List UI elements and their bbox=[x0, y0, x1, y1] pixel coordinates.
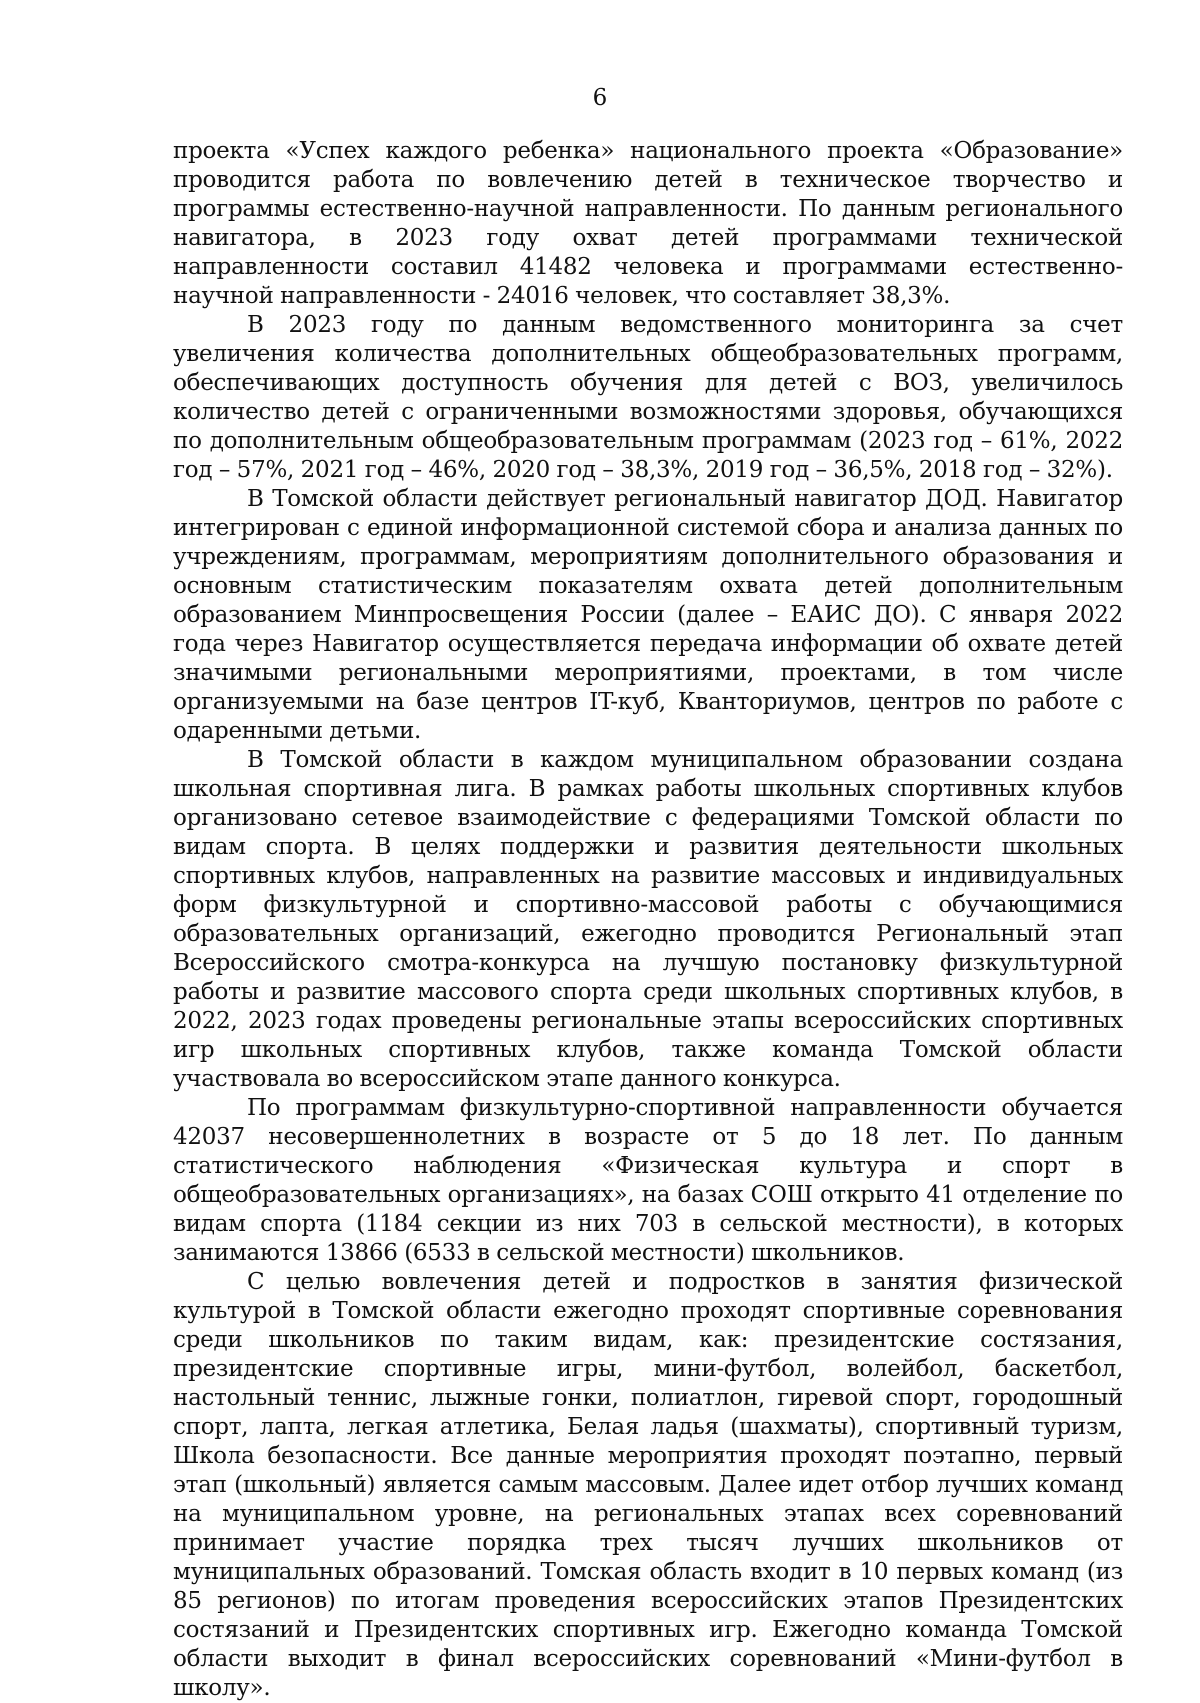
paragraph-5: По программам физкультурно-спортивной направленности обучается 42037 несовершеннолетних в возрасте от 5 до 18 лет. По данным статистического наблюдения «Физическая культура и спорт в общеобразовательных организациях», на базах СОШ открыто 41 отделение по видам спорта (1184 секции из них 703 в сельской местности), в которых занимаются 13866 (6533 в сельской местности) школьников. bbox=[173, 1095, 1123, 1266]
paragraph-1: проекта «Успех каждого ребенка» национального проекта «Образование» проводится работа по вовлечению детей в техническое творчество и программы естественно-научной направленности. По данным регионального навигатора, в 2023 году охват детей программами технической направленности составил 41482 человека и программами естественно-научной направленности - 24016 человек, что составляет 38,3%. bbox=[173, 138, 1123, 309]
paragraph-3: В Томской области действует региональный навигатор ДОД. Навигатор интегрирован с единой информационной системой сбора и анализа данных по учреждениям, программам, мероприятиям дополнительного образования и основным статистическим показателям охвата детей дополнительным образованием Минпросвещения России (далее – ЕАИС ДО). С января 2022 года через Навигатор осуществляется передача информации об охвате детей значимыми региональными мероприятиями, проектами, в том числе организуемыми на базе центров IT-куб, Кванториумов, центров по работе с одаренными детьми. bbox=[173, 486, 1123, 744]
paragraph-4: В Томской области в каждом муниципальном образовании создана школьная спортивная лига. В рамках работы школьных спортивных клубов организовано сетевое взаимодействие с федерациями Томской области по видам спорта. В целях поддержки и развития деятельности школьных спортивных клубов, направленных на развитие массовых и индивидуальных форм физкультурной и спортивно-массовой работы с обучающимися образовательных организаций, ежегодно проводится Региональный этап Всероссийского смотра-конкурса на лучшую постановку физкультурной работы и развитие массового спорта среди школьных спортивных клубов, в 2022, 2023 годах проведены региональные этапы всероссийских спортивных игр школьных спортивных клубов, также команда Томской области участвовала во всероссийском этапе данного конкурса. bbox=[173, 747, 1123, 1092]
paragraph-2: В 2023 году по данным ведомственного мониторинга за счет увеличения количества дополнительных общеобразовательных программ, обеспечивающих доступность обучения для детей с ВОЗ, увеличилось количество детей с ограниченными возможностями здоровья, обучающихся по дополнительным общеобразовательным программам (2023 год – 61%, 2022 год – 57%, 2021 год – 46%, 2020 год – 38,3%, 2019 год – 36,5%, 2018 год – 32%). bbox=[173, 312, 1123, 483]
document-body bbox=[173, 137, 1123, 1703]
page-number: 6 bbox=[592, 85, 608, 111]
paragraph-6: С целью вовлечения детей и подростков в занятия физической культурой в Томской области ежегодно проходят спортивные соревнования среди школьников по таким видам, как: президентские состязания, президентские спортивные игры, мини-футбол, волейбол, баскетбол, настольный теннис, лыжные гонки, полиатлон, гиревой спорт, городошный спорт, лапта, легкая атлетика, Белая ладья (шахматы), спортивный туризм, Школа безопасности. Все данные мероприятия проходят поэтапно, первый этап (школьный) является самым массовым. Далее идет отбор лучших команд на муниципальном уровне, на региональных этапах всех соревнований принимает участие порядка трех тысяч лучших школьников от муниципальных образований. Томская область входит в 10 первых команд (из 85 регионов) по итогам проведения всероссийских этапов Президентских состязаний и Президентских спортивных игр. Ежегодно команда Томской области выходит в финал всероссийских соревнований «Мини-футбол в школу». bbox=[173, 1269, 1123, 1701]
